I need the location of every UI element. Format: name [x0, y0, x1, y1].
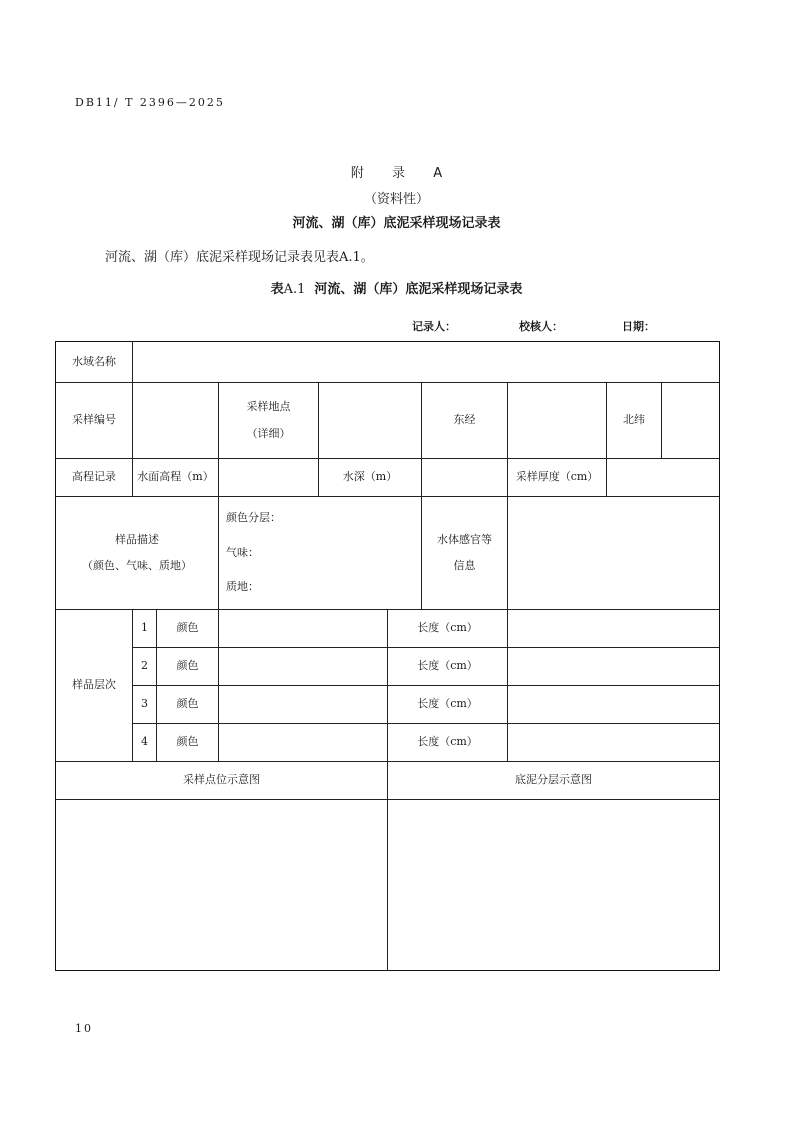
water-depth-field[interactable] — [421, 458, 508, 497]
table-title-number: A.1 — [283, 282, 306, 297]
appendix-word-1: 附 — [350, 166, 364, 181]
layer-length-label: 长度（cm） — [387, 647, 508, 686]
layer-number: 1 — [132, 609, 157, 648]
layer-number: 2 — [132, 647, 157, 686]
texture-label: 质地： — [226, 580, 259, 594]
sensory-info-label: 水体感官等 信息 — [421, 496, 508, 610]
layer-number: 4 — [132, 723, 157, 762]
water-name-label: 水域名称 — [55, 341, 133, 383]
surface-elevation-field[interactable] — [218, 458, 319, 497]
layer-color-label: 颜色 — [156, 685, 219, 724]
appendix-word-2: 录 — [392, 166, 406, 181]
site-diagram-label: 采样点位示意图 — [55, 761, 388, 800]
layer-color-field[interactable] — [218, 685, 388, 724]
layer-length-field[interactable] — [507, 609, 720, 648]
appendix-title: 河流、湖（库）底泥采样现场记录表 — [292, 216, 501, 231]
sample-no-field[interactable] — [132, 382, 219, 459]
water-depth-label: 水深（m） — [318, 458, 422, 497]
sample-no-label: 采样编号 — [55, 382, 133, 459]
layer-color-field[interactable] — [218, 723, 388, 762]
description-field[interactable] — [218, 496, 422, 610]
table-title-text: 河流、湖（库）底泥采样现场记录表 — [314, 282, 523, 297]
sample-thickness-field[interactable] — [606, 458, 720, 497]
layer-length-field[interactable] — [507, 685, 720, 724]
smell-label: 气味： — [226, 545, 259, 559]
sensory-info-field[interactable] — [507, 496, 720, 610]
page-number: 10 — [75, 1022, 93, 1035]
sample-site-label: 采样地点 （详细） — [218, 382, 319, 459]
layer-color-field[interactable] — [218, 609, 388, 648]
layer-number: 3 — [132, 685, 157, 724]
east-longitude-field[interactable] — [507, 382, 607, 459]
color-layer-label: 颜色分层： — [226, 511, 281, 525]
layer-diagram-area[interactable] — [387, 799, 720, 971]
layer-color-label: 颜色 — [156, 609, 219, 648]
intro-paragraph: 河流、湖（库）底泥采样现场记录表见表A.1。 — [105, 250, 374, 265]
layer-length-field[interactable] — [507, 723, 720, 762]
document-code: DB11/ T 2396—2025 — [75, 96, 225, 109]
layer-color-field[interactable] — [218, 647, 388, 686]
east-longitude-label: 东经 — [421, 382, 508, 459]
sample-site-field[interactable] — [318, 382, 422, 459]
appendix-letter: A — [433, 166, 443, 181]
sample-thickness-label: 采样厚度（cm） — [507, 458, 607, 497]
date-label: 日期： — [622, 320, 655, 333]
elevation-label: 高程记录 — [55, 458, 133, 497]
sample-description-label: 样品描述 （颜色、气味、质地） — [55, 496, 219, 610]
layer-length-label: 长度（cm） — [387, 685, 508, 724]
layer-color-label: 颜色 — [156, 647, 219, 686]
north-latitude-field[interactable] — [661, 382, 720, 459]
table-title-prefix: 表 — [270, 282, 284, 297]
layer-length-label: 长度（cm） — [387, 723, 508, 762]
recorder-label: 记录人： — [412, 320, 456, 333]
layer-length-label: 长度（cm） — [387, 609, 508, 648]
table-title — [0, 278, 793, 297]
north-latitude-label: 北纬 — [606, 382, 662, 459]
surface-elevation-label: 水面高程（m） — [132, 458, 219, 497]
layer-color-label: 颜色 — [156, 723, 219, 762]
layer-diagram-label: 底泥分层示意图 — [387, 761, 720, 800]
site-diagram-area[interactable] — [55, 799, 388, 971]
appendix-nature: （资料性） — [363, 192, 429, 207]
checker-label: 校核人： — [519, 320, 563, 333]
layer-length-field[interactable] — [507, 647, 720, 686]
water-name-field[interactable] — [132, 341, 720, 383]
appendix-heading — [0, 162, 793, 181]
sample-layers-label: 样品层次 — [55, 609, 133, 762]
